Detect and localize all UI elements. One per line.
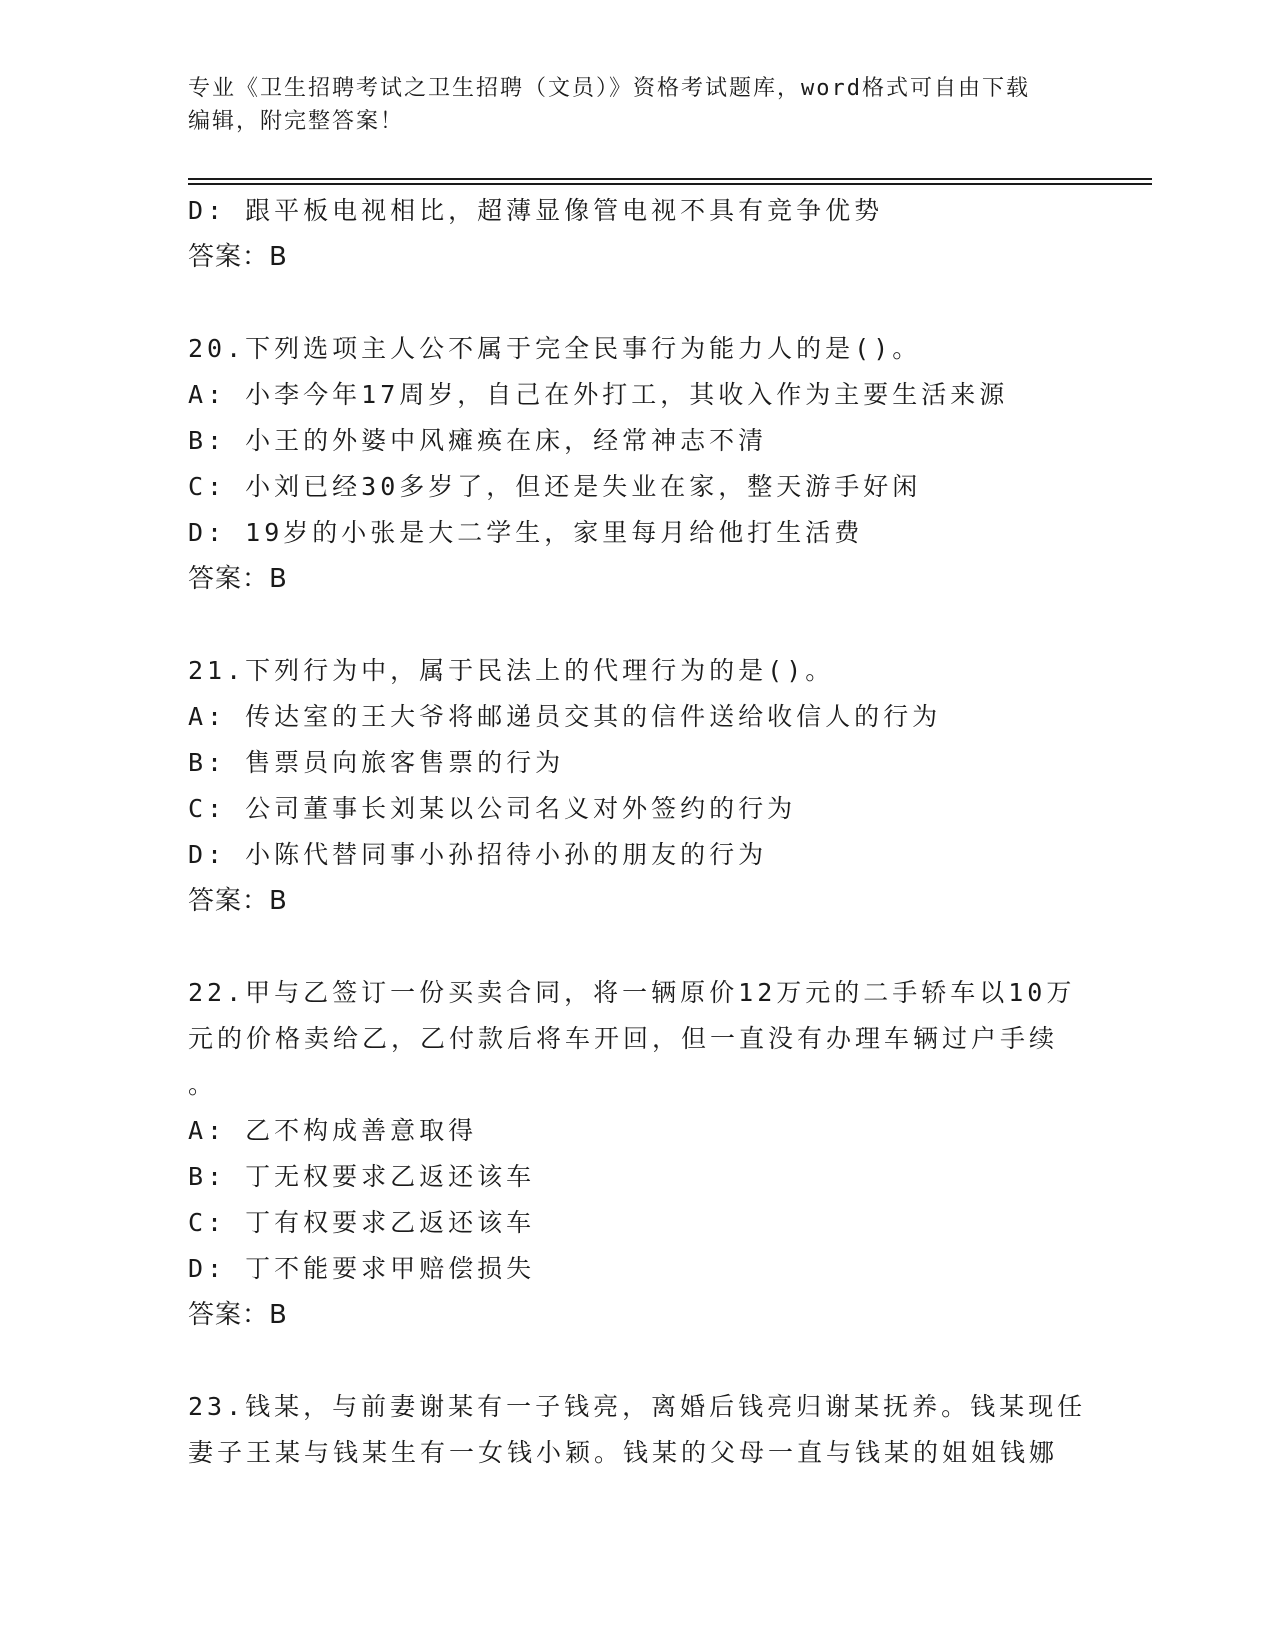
option-b: B: 丁无权要求乙返还该车 (188, 1162, 536, 1191)
header-divider-bottom (188, 183, 1152, 185)
option-b: B: 售票员向旅客售票的行为 (188, 748, 565, 777)
answer-line: 答案：B (188, 886, 288, 916)
option-b: B: 小王的外婆中风瘫痪在床，经常神志不清 (188, 426, 768, 455)
option-d: D: 丁不能要求甲赔偿损失 (188, 1254, 536, 1283)
question-stem: 20.下列选项主人公不属于完全民事行为能力人的是()。 (188, 334, 922, 363)
header-line-2: 编辑，附完整答案！ (188, 109, 405, 134)
option-c: C: 丁有权要求乙返还该车 (188, 1208, 536, 1237)
option-a: A: 小李今年17周岁，自己在外打工，其收入作为主要生活来源 (188, 380, 1009, 409)
question-23 (188, 1384, 1088, 1476)
question-19-tail (188, 188, 1088, 280)
answer-line: 答案：B (188, 1300, 288, 1330)
question-21 (188, 648, 1088, 924)
question-22 (188, 970, 1088, 1338)
question-stem-line-1: 22.甲与乙签订一份买卖合同，将一辆原价12万元的二手轿车以10万 (188, 978, 1076, 1007)
answer-line: 答案：B (188, 242, 288, 272)
question-20 (188, 326, 1088, 602)
header-line-1: 专业《卫生招聘考试之卫生招聘（文员）》资格考试题库，word格式可自由下载 (188, 76, 1030, 101)
option-a: A: 传达室的王大爷将邮递员交其的信件送给收信人的行为 (188, 702, 942, 731)
question-stem: 21.下列行为中，属于民法上的代理行为的是()。 (188, 656, 835, 685)
option-a: A: 乙不构成善意取得 (188, 1116, 478, 1145)
option-d: D: 小陈代替同事小孙招待小孙的朋友的行为 (188, 840, 768, 869)
option-d: D: 跟平板电视相比，超薄显像管电视不具有竞争优势 (188, 196, 884, 225)
option-d: D: 19岁的小张是大二学生，家里每月给他打生活费 (188, 518, 864, 547)
option-c: C: 小刘已经30多岁了，但还是失业在家，整天游手好闲 (188, 472, 922, 501)
header-divider-top (188, 178, 1152, 180)
question-stem-line-3: 。 (188, 1070, 218, 1099)
document-header (188, 72, 1088, 138)
question-stem-line-2: 妻子王某与钱某生有一女钱小颖。钱某的父母一直与钱某的姐姐钱娜 (188, 1438, 1059, 1467)
option-c: C: 公司董事长刘某以公司名义对外签约的行为 (188, 794, 797, 823)
question-stem-line-1: 23.钱某，与前妻谢某有一子钱亮，离婚后钱亮归谢某抚养。钱某现任 (188, 1392, 1087, 1421)
question-list (188, 188, 1088, 1476)
question-stem-line-2: 元的价格卖给乙，乙付款后将车开回，但一直没有办理车辆过户手续 (188, 1024, 1059, 1053)
answer-line: 答案：B (188, 564, 288, 594)
